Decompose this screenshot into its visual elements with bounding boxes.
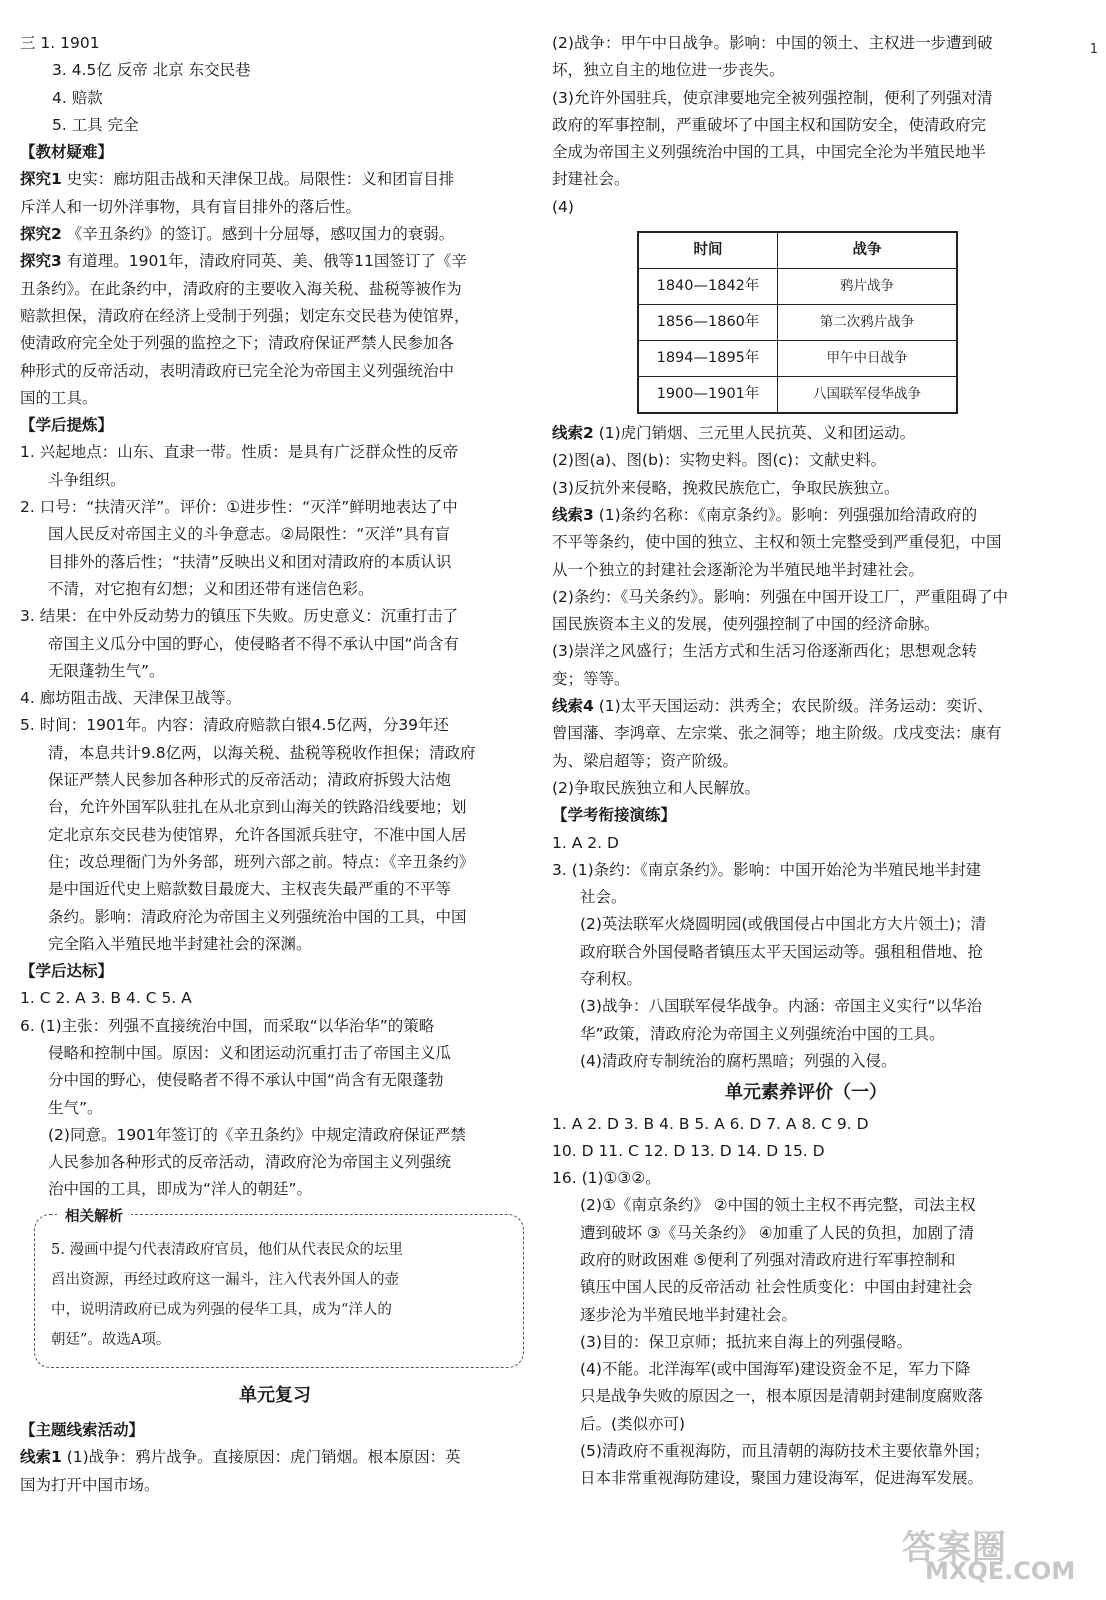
answer-line: 国为打开中国市场。	[20, 1475, 160, 1494]
answer-line: 后。(类似亦可)	[580, 1414, 686, 1433]
section-heading: 【学考衔接演练】	[552, 806, 677, 825]
answer-line: (2)图(a)、图(b)：实物史料。图(c)：文献史料。	[552, 451, 887, 470]
answer-text: 史实：廊坊阻击战和天津保卫战。局限性：义和团盲目排	[61, 170, 455, 189]
answer-line: 3. 4.5亿 反帝 北京 东交民巷	[52, 61, 251, 80]
answer-line: 6. (1)主张：列强不直接统治中国，而采取“以华治华”的策略	[20, 1016, 435, 1035]
answer-line: 社会。	[580, 888, 627, 907]
answer-line: 镇压中国人民的反帝活动 社会性质变化：中国由封建社会	[580, 1278, 973, 1297]
answer-line: 定北京东交民巷为使馆界，允许各国派兵驻守，不准中国人居	[48, 825, 467, 844]
table-header-row	[638, 232, 957, 269]
table-header: 战争	[778, 232, 958, 269]
table-cell: 1840—1842年	[638, 269, 778, 305]
table-row	[638, 341, 957, 377]
analysis-line: 中，说明清政府已成为列强的侵华工具，成为“洋人的	[51, 1301, 392, 1318]
answer-line: (2)争取民族独立和人民解放。	[552, 778, 760, 797]
label-tanjiu-2: 探究2	[20, 225, 62, 244]
answer-line: 政府的军事控制，严重破坏了中国主权和国防安全，使清政府完	[552, 115, 987, 134]
answer-line: (3)允许外国驻兵，使京津要地完全被列强控制，便利了列强对清	[552, 88, 993, 107]
answer-line: (5)清政府不重视海防，而且清朝的海防技术主要依靠外国；	[580, 1442, 990, 1461]
watermark-url: MXQE.COM	[925, 1557, 1076, 1585]
answer-line: 条约。影响：清政府沦为帝国主义列强统治中国的工具，中国	[48, 907, 467, 926]
answer-line: 帝国主义瓜分中国的野心，使侵略者不得不承认中国“尚含有	[48, 634, 460, 653]
right-column	[552, 30, 1060, 1493]
answer-line: 清，本息共计9.8亿两，以海关税、盐税等税收作担保；清政府	[48, 743, 476, 762]
answer-line: 人民参加各种形式的反帝活动，清政府沦为帝国主义列强统	[48, 1153, 452, 1172]
answer-line: (2)同意。1901年签订的《辛丑条约》中规定清政府保证严禁	[48, 1125, 466, 1144]
label-clue-1: 线索1	[20, 1448, 62, 1467]
analysis-line: 5. 漫画中提勺代表清政府官员，他们从代表民众的坛里	[51, 1241, 403, 1258]
answer-line: 治中国的工具，即成为“洋人的朝廷”。	[48, 1180, 313, 1199]
answer-line: (4)不能。北洋海军(或中国海军)建设资金不足，军力下降	[580, 1360, 971, 1379]
analysis-line: 朝廷”。故选A项。	[51, 1331, 171, 1348]
answer-line: 国民族资本主义的发展，使列强控制了中国的经济命脉。	[552, 615, 940, 634]
table-row	[638, 269, 957, 305]
answer-line: 1. 兴起地点：山东、直隶一带。性质：是具有广泛群众性的反帝	[20, 443, 459, 462]
answer-line: 夺利权。	[580, 970, 643, 989]
table-cell: 鸦片战争	[778, 269, 958, 305]
answer-line: 5. 工具 完全	[52, 115, 139, 134]
related-analysis-box	[34, 1208, 524, 1368]
section-heading: 【学后提炼】	[20, 416, 114, 435]
answer-line: 华”政策，清政府沦为帝国主义列强统治中国的工具。	[580, 1024, 945, 1043]
unit-evaluation-title: 单元素养评价（一）	[725, 1082, 887, 1104]
answer-line: 为、梁启超等；资产阶级。	[552, 751, 739, 770]
answer-line: 10. D 11. C 12. D 13. D 14. D 15. D	[552, 1141, 825, 1160]
analysis-line: 舀出资源，再经过政府这一漏斗，注入代表外国人的壶	[51, 1271, 399, 1288]
answer-line: 4. 廊坊阻击战、天津保卫战等。	[20, 689, 242, 708]
answer-line: (3)反抗外来侵略，挽救民族危亡，争取民族独立。	[552, 478, 900, 497]
answer-line: (3)目的：保卫京师；抵抗来自海上的列强侵略。	[580, 1332, 912, 1351]
answer-line: 2. 口号：“扶清灭洋”。评价：①进步性：“灭洋”鲜明地表达了中	[20, 498, 458, 517]
answer-text: (1)条约名称：《南京条约》。影响：列强强加给清政府的	[593, 505, 978, 524]
watermark-logo: 答案圈	[902, 1528, 1007, 1568]
answer-line: 生气”。	[48, 1098, 103, 1117]
answer-line: 赔款担保，清政府在经济上受制于列强；划定东交民巷为使馆界，	[20, 306, 470, 325]
table-header: 时间	[638, 232, 778, 269]
answer-line: 曾国藩、李鸿章、左宗棠、张之洞等；地主阶级。戊戌变法：康有	[552, 724, 1002, 743]
table-cell: 1900—1901年	[638, 377, 778, 414]
wars-table	[637, 231, 958, 414]
label-tanjiu-3: 探究3	[20, 252, 62, 271]
answer-line: (2)战争：甲午中日战争。影响：中国的领土、主权进一步遭到破	[552, 34, 993, 52]
answer-line: 遭到破坏 ③《马关条约》 ④加重了人民的负担，加剧了清	[580, 1223, 975, 1242]
section-heading: 【学后达标】	[20, 962, 114, 981]
answer-line: 1. A 2. D 3. B 4. B 5. A 6. D 7. A 8. C 9. D	[552, 1114, 869, 1133]
answer-line: 封建社会。	[552, 170, 630, 189]
answer-line: 台，允许外国军队驻扎在从北京到山海关的铁路沿线要地；划	[48, 798, 467, 817]
answer-line: (4)清政府专制统治的腐朽黑暗；列强的入侵。	[580, 1051, 897, 1070]
answer-line: 保证严禁人民参加各种形式的反帝活动；清政府拆毁大沽炮	[48, 771, 452, 790]
answer-line: 不清，对它抱有幻想；义和团还带有迷信色彩。	[48, 579, 374, 598]
section-heading: 【教材疑难】	[20, 143, 114, 162]
answer-line: 分中国的野心，使侵略者不得不承认中国“尚含有无限蓬勃	[48, 1071, 444, 1090]
answer-text: (1)太平天国运动：洪秀全；农民阶级。洋务运动：奕䜣、	[593, 697, 993, 716]
answer-text: (1)战争：鸦片战争。直接原因：虎门销烟。根本原因：英	[61, 1448, 461, 1467]
label-tanjiu-1: 探究1	[20, 170, 62, 189]
answer-line: 3. 结果：在中外反动势力的镇压下失败。历史意义：沉重打击了	[20, 607, 459, 626]
answer-line: 侵略和控制中国。原因：义和团运动沉重打击了帝国主义瓜	[48, 1043, 452, 1062]
answer-line: 1. C 2. A 3. B 4. C 5. A	[20, 989, 192, 1008]
answer-line: 逐步沦为半殖民地半封建社会。	[580, 1305, 798, 1324]
answer-line: (3)战争：八国联军侵华战争。内涵：帝国主义实行“以华治	[580, 997, 982, 1016]
answer-line: 住；改总理衙门为外务部，班列六部之前。特点：《辛丑条约》	[48, 852, 475, 871]
answer-line: 使清政府完全处于列强的监控之下；清政府保证严禁人民参加各	[20, 334, 455, 353]
answer-line: 政府的财政困难 ⑤便利了列强对清政府进行军事控制和	[580, 1250, 956, 1269]
answer-line: 4. 赔款	[52, 88, 103, 107]
answer-line: 斥洋人和一切外洋事物，具有盲目排外的落后性。	[20, 197, 362, 216]
answer-line: 完全陷入半殖民地半封建社会的深渊。	[48, 934, 312, 953]
table-row	[638, 305, 957, 341]
answer-line: (2)英法联军火烧圆明园(或俄国侵占中国北方大片领土)；清	[580, 915, 987, 934]
answer-line: (2)①《南京条约》 ②中国的领土主权不再完整，司法主权	[580, 1196, 976, 1215]
table-cell: 第二次鸦片战争	[778, 305, 958, 341]
answer-line: 国的工具。	[20, 388, 98, 407]
answer-line: 丑条约》。在此条约中，清政府的主要收入海关税、盐税等被作为	[20, 279, 462, 298]
answer-line: 斗争组织。	[48, 470, 126, 489]
page-edge-mark: 1	[1089, 42, 1098, 57]
answer-line: 是中国近代史上赔款数目最庞大、主权丧失最严重的不平等	[48, 880, 452, 899]
table-cell: 八国联军侵华战争	[778, 377, 958, 414]
answer-text: 《辛丑条约》的签订。感到十分屈辱，感叹国力的衰弱。	[61, 225, 455, 244]
left-column	[20, 30, 530, 1499]
answer-line: 从一个独立的封建社会逐渐沦为半殖民地半封建社会。	[552, 560, 925, 579]
answer-line: 政府联合外国侵略者镇压太平天国运动等。强租租借地、抢	[580, 942, 984, 961]
section-heading: 【主题线索活动】	[20, 1421, 145, 1440]
answer-text: 有道理。1901年，清政府同英、美、俄等11国签订了《辛	[61, 252, 467, 271]
answer-line: 国人民反对帝国主义的斗争意志。②局限性：“灭洋”具有盲	[48, 525, 450, 544]
answer-line: 无限蓬勃生气”。	[48, 661, 165, 680]
answer-line: (2)条约：《马关条约》。影响：列强在中国开设工厂，严重阻碍了中	[552, 587, 1008, 606]
answer-line: 1. A 2. D	[552, 833, 619, 852]
table-row	[638, 377, 957, 414]
table-cell: 甲午中日战争	[778, 341, 958, 377]
answer-line: 只是战争失败的原因之一，根本原因是清朝封建制度腐败落	[580, 1387, 984, 1406]
answer-text: (1)虎门销烟、三元里人民抗英、义和团运动。	[593, 424, 916, 443]
answer-line: 变；等等。	[552, 669, 630, 688]
answer-line: 16. (1)①③②。	[552, 1169, 661, 1188]
answer-line: (3)崇洋之风盛行；生活方式和生活习俗逐渐西化；思想观念转	[552, 642, 977, 661]
answer-line: 种形式的反帝活动，表明清政府已完全沦为帝国主义列强统治中	[20, 361, 455, 380]
answer-line: 目排外的落后性；“扶清”反映出义和团对清政府的本质认识	[48, 552, 452, 571]
answer-line: 全成为帝国主义列强统治中国的工具，中国完全沦为半殖民地半	[552, 143, 987, 162]
label-clue-4: 线索4	[552, 697, 594, 716]
answer-line: 三 1. 1901	[20, 34, 100, 52]
answer-line: 不平等条约，使中国的独立、主权和领土完整受到严重侵犯，中国	[552, 533, 1002, 552]
table-cell: 1894—1895年	[638, 341, 778, 377]
answer-line: 日本非常重视海防建设，聚国力建设海军，促进海军发展。	[580, 1469, 984, 1488]
label-clue-3: 线索3	[552, 505, 594, 524]
answer-line: 3. (1)条约：《南京条约》。影响：中国开始沦为半殖民地半封建	[552, 860, 982, 879]
unit-review-title: 单元复习	[239, 1384, 311, 1406]
label-clue-2: 线索2	[552, 424, 594, 443]
answer-line: (4)	[552, 197, 574, 216]
answer-line: 坏，独立自主的地位进一步丧失。	[552, 61, 785, 80]
box-title: 相关解析	[57, 1202, 131, 1232]
answer-line: 5. 时间：1901年。内容：清政府赔款白银4.5亿两，分39年还	[20, 716, 450, 735]
table-cell: 1856—1860年	[638, 305, 778, 341]
